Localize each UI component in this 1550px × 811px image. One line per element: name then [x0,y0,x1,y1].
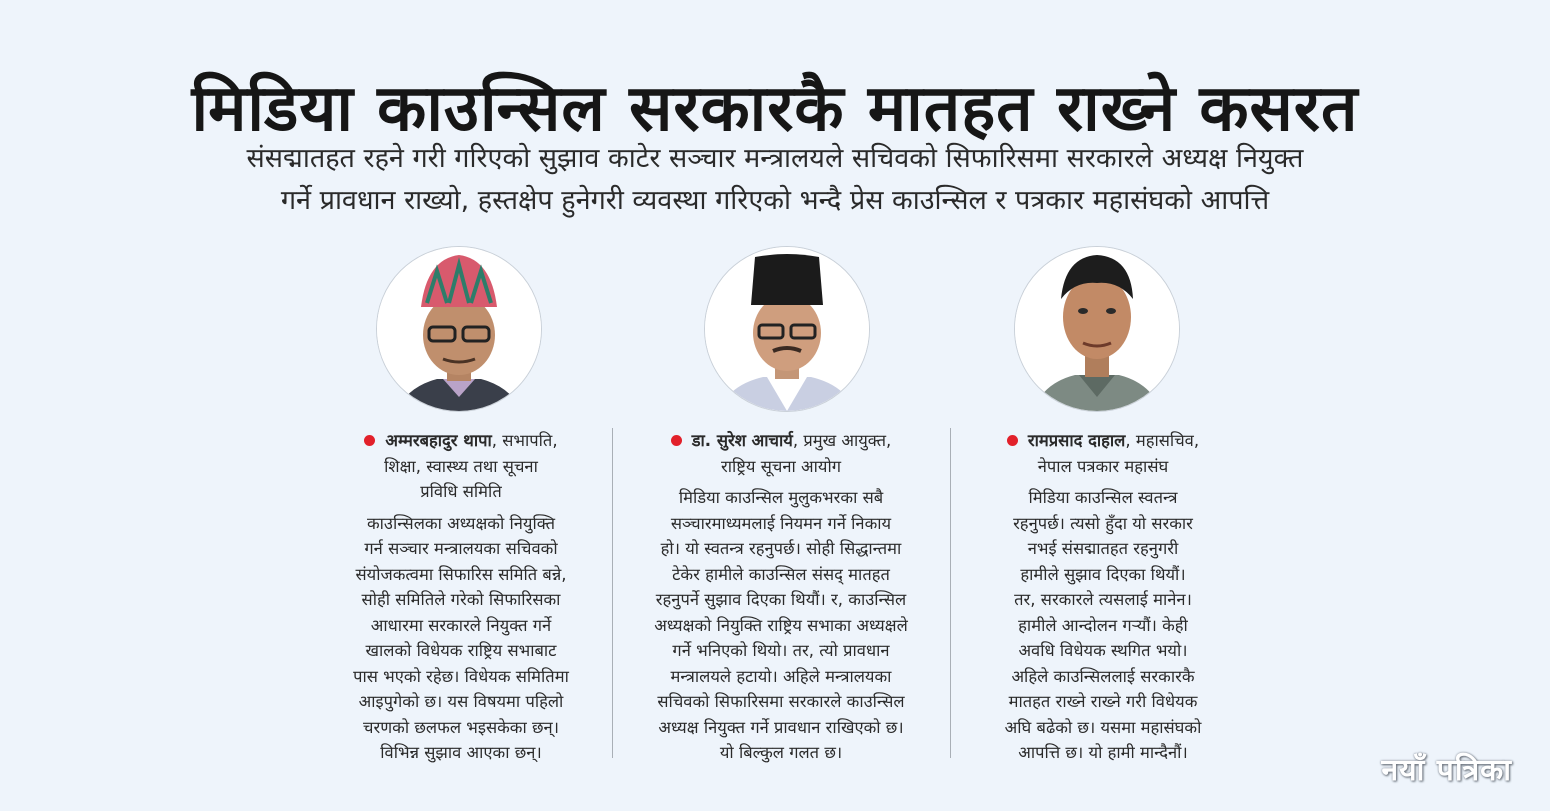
subtitle-line: गर्ने प्रावधान राख्यो, हस्तक्षेप हुनेगरी व्यवस्था गरिएको भन्दै प्रेस काउन्सिल र पत्रकार महासंघको आपत्ति [280,185,1270,216]
quote-line: तर, सरकारले त्यसलाई मानेन। [1014,590,1192,609]
quote-line: पास भएको रहेछ। विधेयक समितिमा [353,666,569,686]
person-title: , सभापति, [491,431,558,450]
headline: मिडिया काउन्सिल सरकारकै मातहत राख्ने कसरत [191,71,1359,146]
quote-line: अहिले काउन्सिललाई सरकारकै [1011,666,1195,686]
quote-line: गर्ने भनिएको थियो। तर, त्यो प्रावधान [672,641,890,660]
quote-line: संयोजकत्वमा सिफारिस समिति बन्ने, [355,564,567,584]
quote-line: आइपुगेको छ। यस विषयमा पहिलो [358,692,564,711]
person-title: , महासचिव, [1125,431,1200,450]
quote-line: अध्यक्षको नियुक्ति राष्ट्रिय सभाका अध्यक्षले [654,615,908,635]
quote-line: अध्यक्ष नियुक्त गर्ने प्रावधान राखिएको छ। [658,717,904,737]
person-role [620,454,942,480]
column-ammar-bahadur-thapa [316,428,606,766]
portrait-illustration [1015,247,1179,411]
quote-line: अवधि विधेयक स्थगित भयो। [1018,641,1188,660]
bullet-icon [671,435,682,446]
quote-line: रहनुपर्ने सुझाव दिएका थियौं। र, काउन्सिल [655,590,907,609]
portrait-ammar-bahadur-thapa [376,246,542,412]
quote-line: हामीले आन्दोलन गर्‍यौं। केही [1018,615,1188,635]
role-line: शिक्षा, स्वास्थ्य तथा सूचना [384,456,538,476]
column-divider [950,428,951,758]
column-ramprasad-dahal [958,428,1248,766]
person-role [316,454,606,505]
bullet-icon [1007,435,1018,446]
quote-line: खालको विधेयक राष्ट्रिय सभाबाट [365,641,557,660]
role-line: प्रविधि समिति [420,482,502,501]
quote-line: गर्न सञ्चार मन्त्रालयका सचिवको [364,539,558,558]
quote-text [958,485,1248,766]
portrait-illustration [705,247,869,411]
bullet-icon [364,435,375,446]
person-title: , प्रमुख आयुक्त, [792,431,892,450]
column-suresh-acharya [620,428,942,766]
quote-line: सञ्चारमाध्यमलाई नियमन गर्ने निकाय [670,513,892,533]
quote-line: मिडिया काउन्सिल स्वतन्त्र [1028,488,1178,507]
quote-text [620,485,942,766]
person-name: अम्मरबहादुर थापा [385,431,492,450]
person-name: डा. सुरेश आचार्य [691,431,793,450]
name-line [316,428,606,454]
quote-line: विभिन्न सुझाव आएका छन्। [380,743,542,762]
quote-line: आपत्ति छ। यो हामी मान्दैनौं। [1018,743,1188,762]
portrait-illustration [377,247,541,411]
name-line [620,428,942,454]
quote-line: हो। यो स्वतन्त्र रहनुपर्छ। सोही सिद्धान्तमा [660,539,902,558]
quote-line: रहनुपर्छ। त्यसो हुँदा यो सरकार [1013,513,1193,533]
quote-line: नभई संसद्मातहत रहनुगरी [1027,539,1179,558]
quote-text [316,511,606,766]
quote-line: चरणको छलफल भइसकेका छन्। [363,717,559,737]
quote-line: सचिवको सिफारिसमा सरकारले काउन्सिल [657,692,905,711]
role-line: राष्ट्रिय सूचना आयोग [720,456,842,476]
quote-line: मातहत राख्ने राख्ने गरी विधेयक [1008,692,1198,711]
quote-line: आधारमा सरकारले नियुक्त गर्ने [370,615,552,635]
name-line [958,428,1248,454]
role-line: नेपाल पत्रकार महासंघ [1037,456,1169,476]
quote-line: मिडिया काउन्सिल मुलुकभरका सबै [678,488,884,507]
quote-line: यो बिल्कुल गलत छ। [719,743,843,762]
subtitle [60,138,1490,222]
person-name: रामप्रसाद दाहाल [1027,431,1126,450]
quote-line: काउन्सिलका अध्यक्षको नियुक्ति [366,513,556,533]
column-divider [612,428,613,758]
portrait-suresh-acharya [704,246,870,412]
quote-line: मन्त्रालयले हटायो। अहिले मन्त्रालयका [670,666,892,686]
portrait-ramprasad-dahal [1014,246,1180,412]
quote-line: अघि बढेको छ। यसमा महासंघको [1004,717,1202,737]
quote-line: सोही समितिले गरेको सिफारिसका [361,590,561,609]
quote-line: टेकेर हामीले काउन्सिल संसद् मातहत [672,564,890,584]
person-role [958,454,1248,480]
subtitle-line: संसद्मातहत रहने गरी गरिएको सुझाव काटेर सञ्चार मन्त्रालयले सचिवको सिफारिसमा सरकारले अध्यक्ष नियुक्त [246,143,1304,174]
quote-line: हामीले सुझाव दिएका थियौं। [1020,564,1186,584]
publication-logo: नयाँ पत्रिका [1381,753,1512,788]
